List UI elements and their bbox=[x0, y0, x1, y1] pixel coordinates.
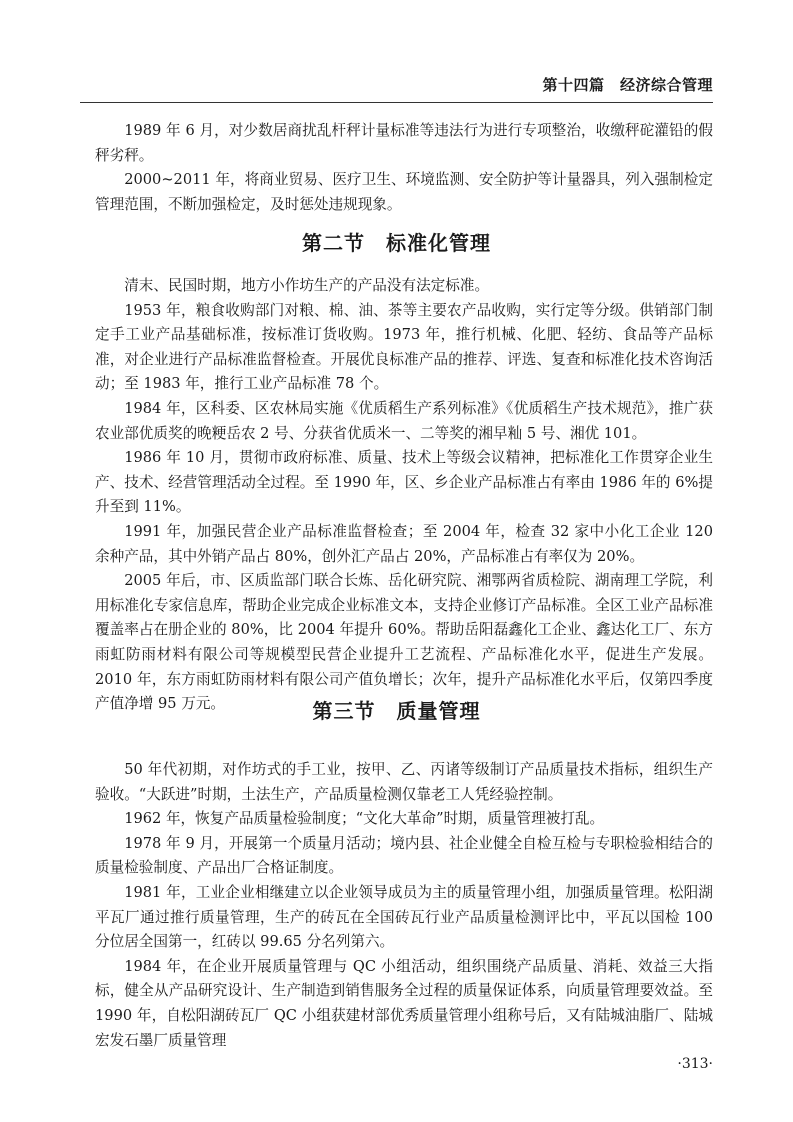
running-head-title: 第十四篇 经济综合管理 bbox=[542, 76, 713, 94]
section-body bbox=[95, 274, 713, 717]
paragraph: 2000~2011 年，将商业贸易、医疗卫生、环境监测、安全防护等计量器具，列入强制检定管理范围，不断加强检定，及时惩处违规现象。 bbox=[95, 171, 713, 213]
paragraph: 50 年代初期，对作坊式的手工业，按甲、乙、丙诸等级制订产品质量技术指标，组织生产验收。“大跃进”时期，土法生产，产品质量检测仅靠老工人凭经验控制。 bbox=[95, 761, 713, 803]
paragraph: 1984 年，在企业开展质量管理与 QC 小组活动，组织围绕产品质量、消耗、效益三大指标，健全从产品研究设计、生产制造到销售服务全过程的质量保证体系，向质量管理要效益。至 1990 年，自松阳湖砖瓦厂 QC 小组获建材部优秀质量管理小组称号后，又有陆城油脂厂、陆城宏发石墨厂质量管理 bbox=[95, 957, 713, 1049]
intro-text bbox=[95, 119, 713, 217]
paragraph: 1978 年 9 月，开展第一个质量月活动；境内县、社企业健全自检互检与专职检验相结合的质量检验制度、产品出厂合格证制度。 bbox=[95, 834, 713, 877]
paragraph: 1984 年，区科委、区农林局实施《优质稻生产系列标准》《优质稻生产技术规范》，推广获农业部优质奖的晚粳岳农 2 号、分获省优质米一、二等奖的湘早籼 5 号、湘优 101。 bbox=[95, 399, 713, 442]
paragraph: 2005 年后，市、区质监部门联合长炼、岳化研究院、湘鄂两省质检院、湖南理工学院，利用标准化专家信息库，帮助企业完成企业标准文本，支持企业修订产品标准。全区工业产品标准覆盖率占在册企业的 80%，比 2004 年提升 60%。帮助岳阳磊鑫化工企业、鑫达化工厂、东方雨虹防雨材料有限公司等规模型民营企业提升工艺流程、产品标准化水平，促进生产发展。2010 年，东方雨虹防雨材料有限公司产值负增长；次年，提升产品标准化水平后，仅第四季度产值净增 95 万元。 bbox=[95, 572, 713, 713]
section-title: 第三节 质量管理 bbox=[312, 699, 481, 723]
paragraph: 清末、民国时期，地方小作坊生产的产品没有法定标准。 bbox=[124, 277, 490, 294]
header-rule bbox=[80, 102, 713, 103]
section-title: 第二节 标准化管理 bbox=[302, 231, 491, 255]
paragraph: 1962 年，恢复产品质量检验制度；“文化大革命”时期，质量管理被打乱。 bbox=[124, 810, 605, 828]
paragraph: 1986 年 10 月，贯彻市政府标准、质量、技术上等级会议精神，把标准化工作贯穿企业生产、技术、经营管理活动全过程。至 1990 年，区、乡企业产品标准占有率由 1986 年的 6%提升至到 11%。 bbox=[95, 449, 713, 516]
page-number: ·313· bbox=[677, 1056, 713, 1072]
paragraph: 1981 年，工业企业相继建立以企业领导成员为主的质量管理小组，加强质量管理。松阳湖平瓦厂通过推行质量管理，生产的砖瓦在全国砖瓦行业产品质量检测评比中，平瓦以国检 100 分位居全国第一，红砖以 99.65 分名列第六。 bbox=[95, 883, 713, 951]
paragraph: 1953 年，粮食收购部门对粮、棉、油、茶等主要农产品收购，实行定等分级。供销部门制定手工业产品基础标准，按标准订货收购。1973 年，推行机械、化肥、轻纺、食品等产品标准，对企业进行产品标准监督检查。开展优良标准产品的推荐、评选、复查和标准化技术咨询活动；至 1983 年，推行工业产品标准 78 个。 bbox=[95, 301, 713, 393]
section-body bbox=[95, 758, 713, 1053]
paragraph: 1989 年 6 月，对少数居商扰乱杆秤计量标准等违法行为进行专项整治，收缴秤砣灌铅的假秤劣秤。 bbox=[95, 122, 713, 164]
paragraph: 1991 年，加强民营企业产品标准监督检查；至 2004 年，检查 32 家中小化工企业 120 余种产品，其中外销产品占 80%，创外汇产品占 20%，产品标准占有率仅为 20%。 bbox=[95, 522, 713, 565]
